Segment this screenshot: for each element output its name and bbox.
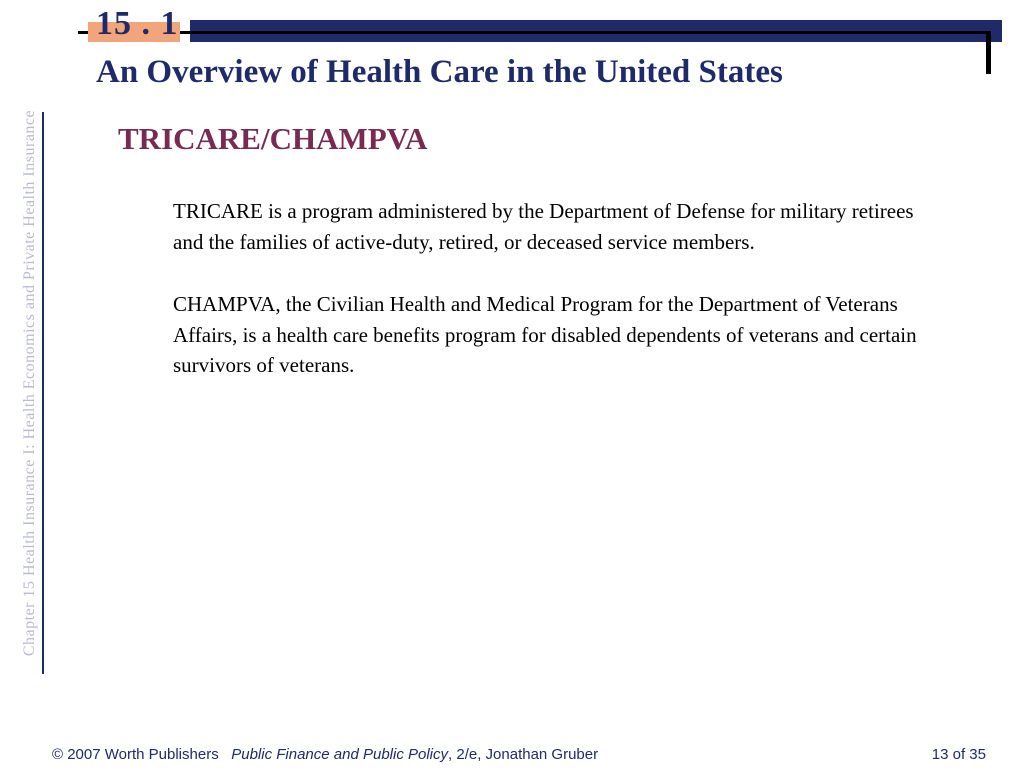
header-rule-line bbox=[78, 31, 990, 34]
page-counter: 13 of 35 bbox=[931, 746, 986, 763]
paragraph-champva: CHAMPVA, the Civilian Health and Medical Program for the Department of Veterans Affairs, is a health care benefits program for disabled dependents of veterans and certain survivors of veterans. bbox=[173, 292, 917, 377]
slide-body bbox=[173, 196, 933, 413]
slide-title: An Overview of Health Care in the United States bbox=[96, 54, 783, 90]
side-divider bbox=[42, 112, 44, 674]
paragraph-tricare: TRICARE is a program administered by the Department of Defense for military retirees and the families of active-duty, retired, or deceased service members. bbox=[173, 199, 914, 254]
section-number: 15 . 1 bbox=[96, 5, 179, 42]
chapter-side-label: Chapter 15 Health Insurance I: Health Economics and Private Health Insurance bbox=[21, 109, 38, 657]
header-corner-line bbox=[986, 31, 991, 74]
footer-edition-author: , 2/e, Jonathan Gruber bbox=[448, 746, 599, 763]
footer-credits bbox=[52, 746, 598, 763]
footer-copyright: © 2007 Worth Publishers bbox=[52, 746, 219, 763]
footer-book-title: Public Finance and Public Policy bbox=[231, 746, 449, 763]
slide-subtitle: TRICARE/CHAMPVA bbox=[118, 121, 428, 156]
